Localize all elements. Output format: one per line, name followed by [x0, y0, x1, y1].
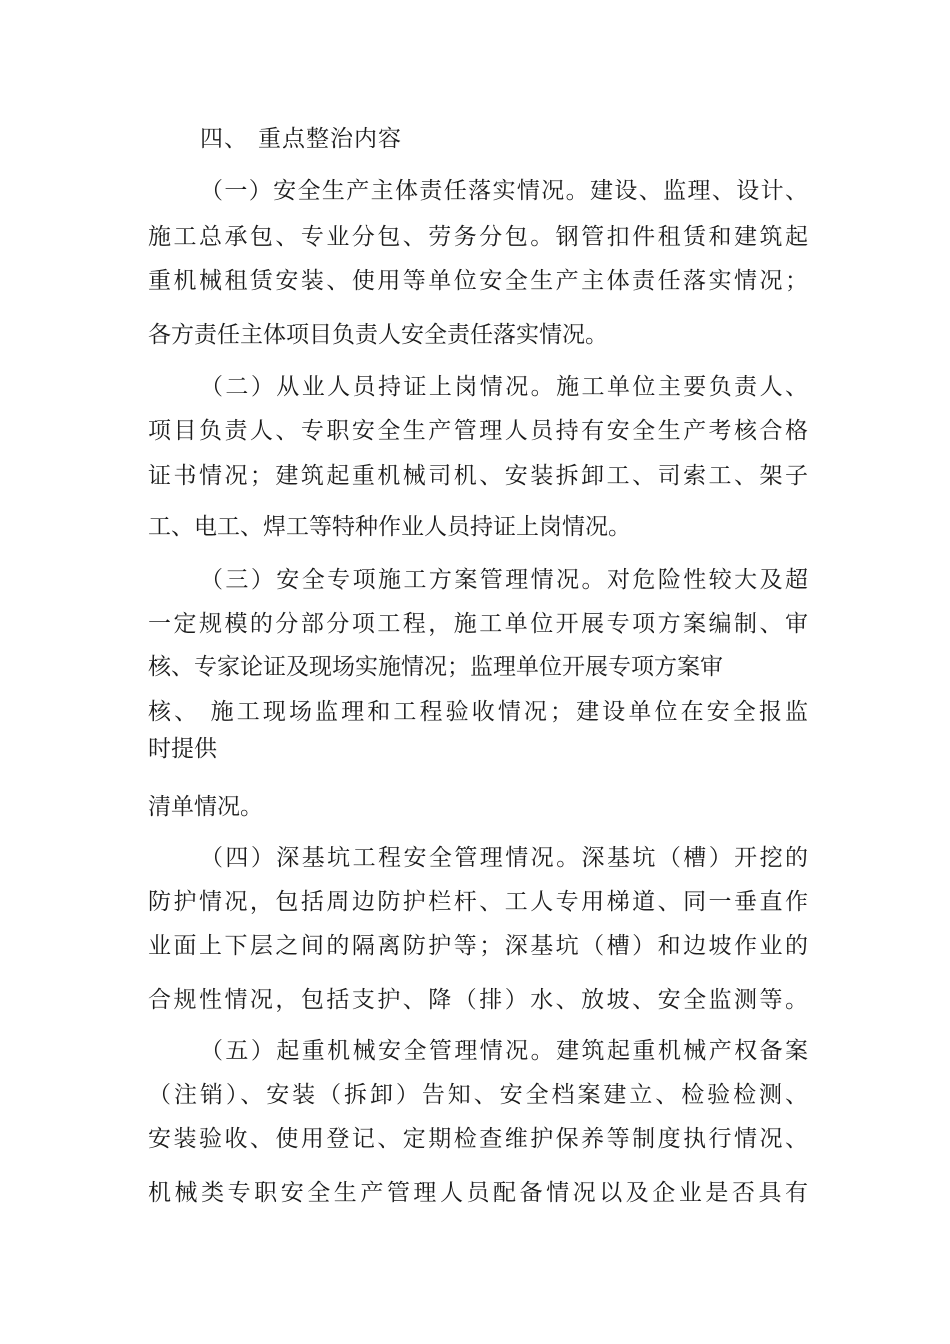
- paragraph-line: 重机械租赁安装、使用等单位安全生产主体责任落实情况；: [148, 268, 808, 294]
- paragraph-line: 合规性情况，包括支护、降（排）水、放坡、安全监测等。: [148, 987, 808, 1013]
- section-heading: [200, 124, 420, 154]
- paragraph-line: 项目负责人、专职安全生产管理人员持有安全生产考核合格: [148, 418, 808, 444]
- paragraph-line: （三）安全专项施工方案管理情况。对危险性较大及超: [200, 567, 808, 593]
- paragraph-line: 机械类专职安全生产管理人员配备情况以及企业是否具有: [148, 1180, 808, 1206]
- paragraph-line: （注销）、安装（拆卸）告知、安全档案建立、检验检测、: [148, 1082, 808, 1108]
- paragraph-line: （一）安全生产主体责任落实情况。建设、监理、设计、: [200, 178, 808, 204]
- paragraph-line: 清单情况。: [148, 794, 263, 820]
- paragraph-line: 证书情况；建筑起重机械司机、安装拆卸工、司索工、架子: [148, 463, 808, 489]
- paragraph-line: 防护情况，包括周边防护栏杆、工人专用梯道、同一垂直作: [148, 889, 808, 915]
- paragraph-line: 安装验收、使用登记、定期检查维护保养等制度执行情况、: [148, 1126, 808, 1152]
- paragraph-line: 业面上下层之间的隔离防护等；深基坑（槽）和边坡作业的: [148, 933, 808, 959]
- paragraph-line: （二）从业人员持证上岗情况。施工单位主要负责人、: [200, 374, 808, 400]
- paragraph-line: 核、专家论证及现场实施情况；监理单位开展专项方案审: [148, 654, 723, 680]
- paragraph-line: 一定规模的分部分项工程，施工单位开展专项方案编制、审: [148, 611, 808, 637]
- section-title: 重点整治内容: [258, 126, 402, 152]
- paragraph-line: 工、电工、焊工等特种作业人员持证上岗情况。: [148, 514, 631, 540]
- paragraph-line: 核、 施工现场监理和工程验收情况；建设单位在安全报监: [148, 699, 808, 725]
- section-number: 四、: [200, 126, 248, 152]
- paragraph-line: （五）起重机械安全管理情况。建筑起重机械产权备案: [200, 1038, 808, 1064]
- paragraph-line: （四）深基坑工程安全管理情况。深基坑（槽）开挖的: [200, 845, 808, 871]
- paragraph-line: 各方责任主体项目负责人安全责任落实情况。: [148, 322, 608, 348]
- paragraph-line: 施工总承包、专业分包、劳务分包。钢管扣件租赁和建筑起: [148, 224, 808, 250]
- paragraph-line: 时提供: [148, 736, 217, 762]
